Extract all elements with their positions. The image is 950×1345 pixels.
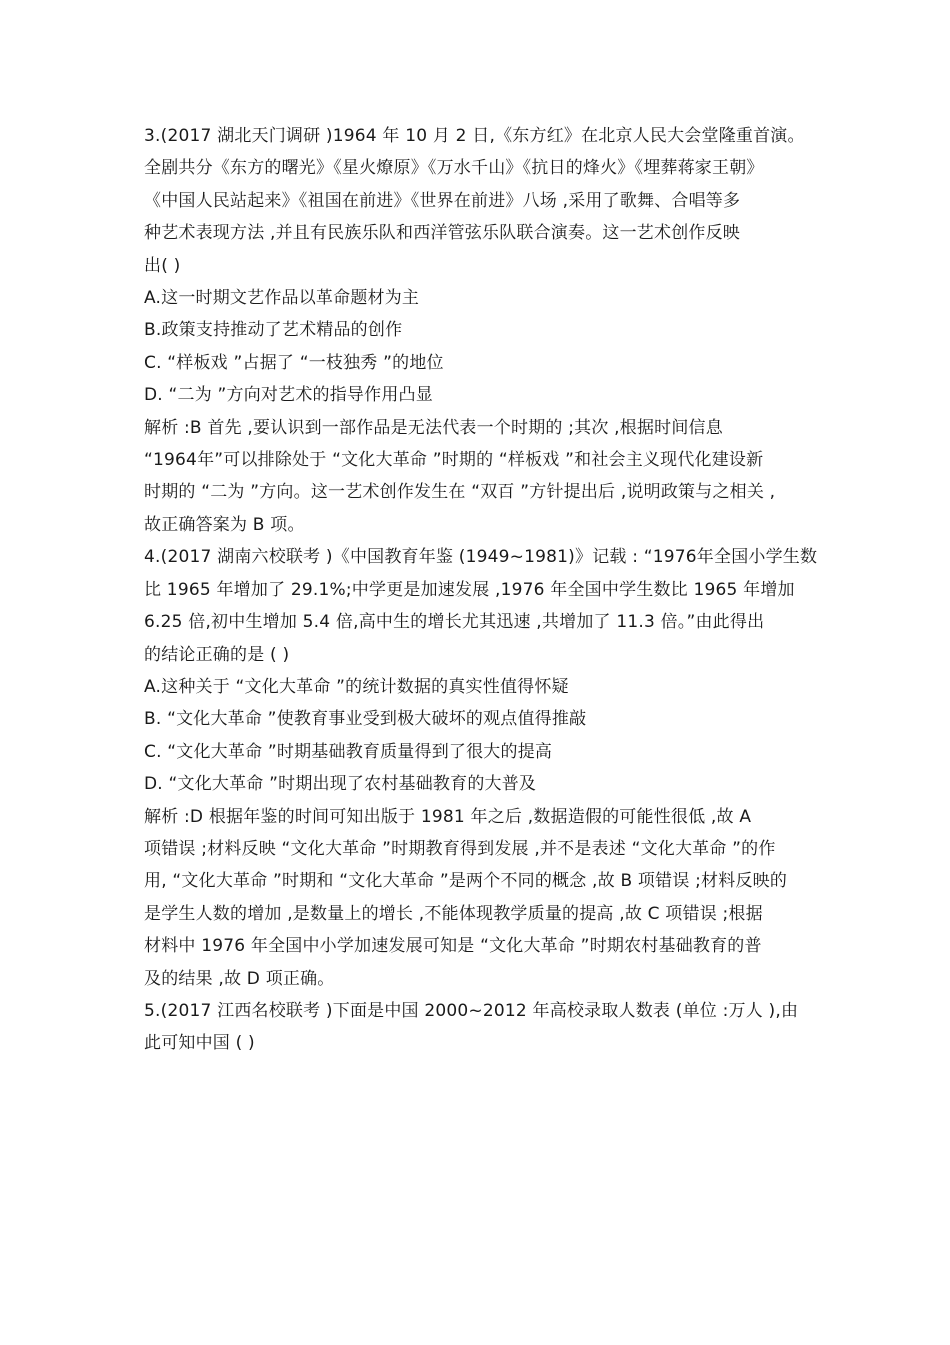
analysis-line: 及的结果 ,故 D 项正确。 — [144, 968, 335, 989]
option-c: C. “文化大革命 ”时期基础教育质量得到了很大的提高 — [144, 741, 553, 762]
stem-line: 种艺术表现方法 ,并且有民族乐队和西洋管弦乐队联合演奏。这一艺术创作反映 — [144, 223, 741, 244]
stem-line: 3.(2017 湖北天门调研 )1964 年 10 月 2 日,《东方红》在北京人民大会堂隆重首演。 — [144, 126, 805, 146]
document-page — [144, 120, 818, 1060]
stem-line: 出( ) — [144, 255, 181, 276]
analysis-line: “1964年”可以排除处于 “文化大革命 ”时期的 “样板戏 ”和社会主义现代化建设新 — [144, 450, 764, 471]
answer-options — [144, 282, 814, 412]
analysis-line: 材料中 1976 年全国中小学加速发展可知是 “文化大革命 ”时期农村基础教育的普 — [144, 936, 762, 957]
option-a: A.这一时期文艺作品以革命题材为主 — [144, 288, 420, 309]
stem-line: 的结论正确的是 ( ) — [144, 644, 290, 665]
stem-line: 《中国人民站起来》《祖国在前进》《世界在前进》八场 ,采用了歌舞、合唱等多 — [144, 190, 741, 211]
stem-line: 比 1965 年增加了 29.1%;中学更是加速发展 ,1976 年全国中学生数比 1965 年增加 — [144, 579, 795, 600]
question-stem — [144, 120, 814, 282]
option-b: B.政策支持推动了艺术精品的创作 — [144, 320, 403, 341]
analysis-line: 故正确答案为 B 项。 — [144, 514, 305, 535]
analysis-line: 时期的 “二为 ”方向。这一艺术创作发生在 “双百 ”方针提出后 ,说明政策与之相关 , — [144, 482, 776, 503]
option-d: D. “二为 ”方向对艺术的指导作用凸显 — [144, 385, 433, 406]
option-a: A.这种关于 “文化大革命 ”的统计数据的真实性值得怀疑 — [144, 676, 569, 697]
question-stem — [144, 541, 818, 671]
question-5 — [144, 995, 814, 1060]
analysis-line: 项错误 ;材料反映 “文化大革命 ”时期教育得到发展 ,并不是表述 “文化大革命 ”的作 — [144, 838, 776, 859]
analysis-line: 解析 :D 根据年鉴的时间可知出版于 1981 年之后 ,数据造假的可能性很低 ,故 A — [144, 806, 752, 827]
answer-analysis — [144, 412, 814, 542]
option-c: C. “样板戏 ”占据了 “一枝独秀 ”的地位 — [144, 352, 444, 373]
option-d: D. “文化大革命 ”时期出现了农村基础教育的大普及 — [144, 774, 537, 795]
answer-options — [144, 671, 814, 801]
stem-line: 此可知中国 ( ) — [144, 1033, 255, 1054]
stem-line: 全剧共分《东方的曙光》《星火燎原》《万水千山》《抗日的烽火》《埋葬蒋家王朝》 — [144, 158, 764, 179]
stem-line: 4.(2017 湖南六校联考 )《中国教育年鉴 (1949~1981)》记载 : “1976年全国小学生数 — [144, 547, 818, 568]
question-4 — [144, 541, 818, 995]
question-stem — [144, 995, 814, 1060]
stem-line: 5.(2017 江西名校联考 )下面是中国 2000~2012 年高校录取人数表 (单位 :万人 ),由 — [144, 1000, 799, 1021]
question-3 — [144, 120, 814, 541]
analysis-line: 解析 :B 首先 ,要认识到一部作品是无法代表一个时期的 ;其次 ,根据时间信息 — [144, 417, 723, 438]
analysis-line: 用, “文化大革命 ”时期和 “文化大革命 ”是两个不同的概念 ,故 B 项错误 ;材料反映的 — [144, 871, 788, 892]
stem-line: 6.25 倍,初中生增加 5.4 倍,高中生的增长尤其迅速 ,共增加了 11.3 倍。”由此得出 — [144, 612, 765, 633]
answer-analysis — [144, 801, 814, 995]
analysis-line: 是学生人数的增加 ,是数量上的增长 ,不能体现教学质量的提高 ,故 C 项错误 ;根据 — [144, 903, 763, 924]
option-b: B. “文化大革命 ”使教育事业受到极大破坏的观点值得推敲 — [144, 709, 587, 730]
